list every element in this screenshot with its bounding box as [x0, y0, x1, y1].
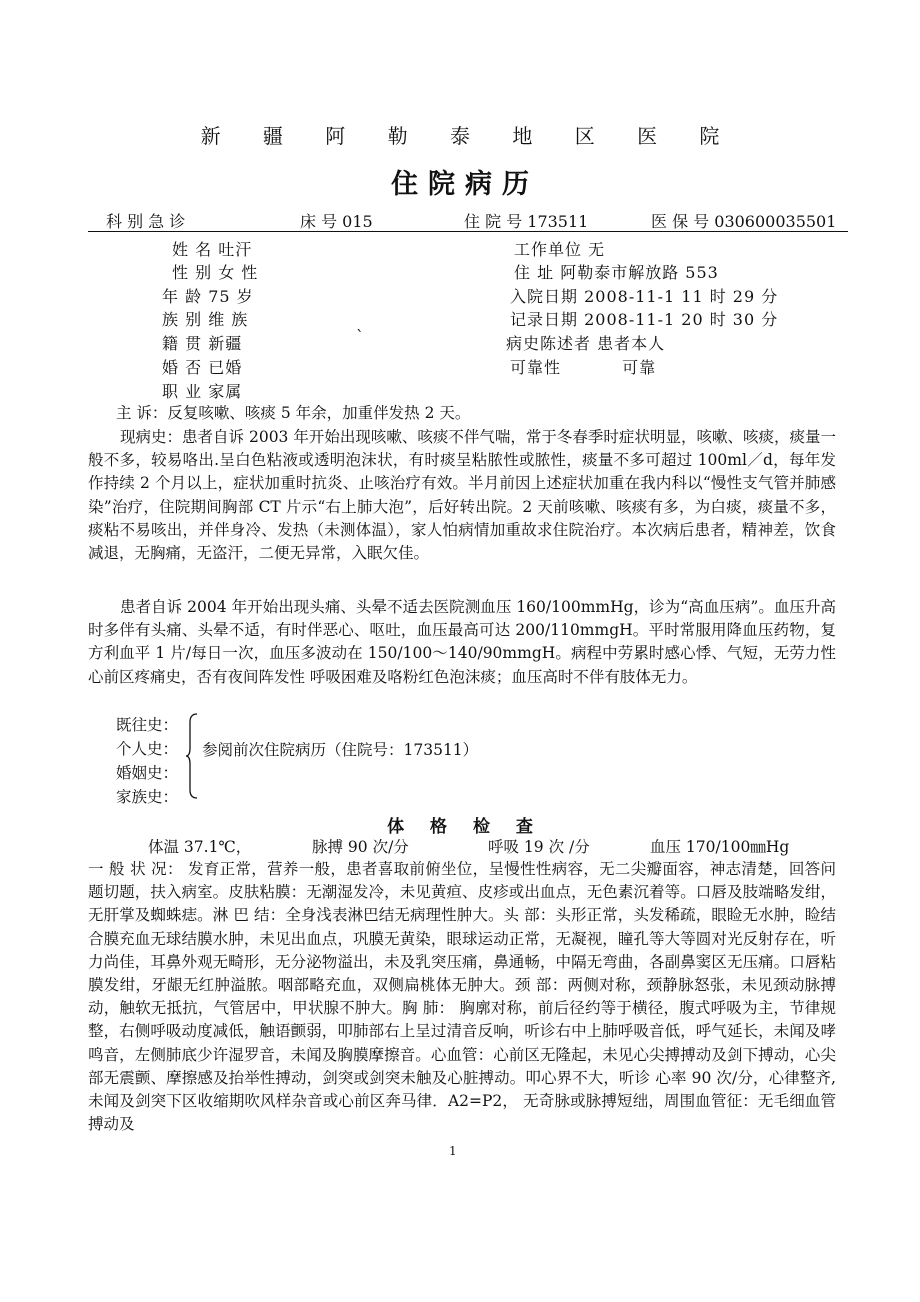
family-history-label: 家族史： [116, 788, 179, 806]
physical-exam-text: 一 般 状 况： 发育正常，营养一般，患者喜取前俯坐位，呈慢性性病容，无二尖瓣面容，神志清楚，回答问题切题，扶入病室。皮肤粘膜：无潮湿发冷，未见黄疸、皮疹或出血点，无色素沉着等。口唇及肢端略发绀，无肝掌及蜘蛛痣。淋 巴 结：全身浅表淋巴结无病理性肿大。头 部：头形正常，头发稀疏，眼睑无水肿，睑结合膜充血无球结膜水肿，未见出血点，巩膜无黄染，眼球运动正常，无凝视，瞳孔等大等圆对光反射存在，听力尚佳，耳鼻外观无畸形，无分泌物溢出，未及乳突压痛，鼻通畅，中隔无弯曲，各副鼻窦区无压痛。口唇粘膜发绀，牙龈无红肿溢脓。咽部略充血，双侧扁桃体无肿大。颈 部：两侧对称，颈静脉怒张，未见颈动脉搏动，触软无抵抗，气管居中，甲状腺不肿大。胸 肺： 胸廓对称，前后径约等于横径，腹式呼吸为主，节律规整，右侧呼吸动度减低，触语颤弱，叩肺部右上呈过清音反响，听诊右中上肺呼吸音低，呼气延长，未闻及哮鸣音，左侧肺底少许湿罗音，未闻及胸膜摩擦音。心血管：心前区无隆起，未见心尖搏搏动及剑下搏动，心尖部无震颤、摩擦感及抬举性搏动，剑突或剑突未触及心脏搏动。叩心界不大，听诊 心率 90 次/分，心律整齐,未闻及剑突下区收缩期吹风样杂音或心前区奔马律．A2=P2， 无奇脉或脉搏短绌，周围血管征：无毛细血管搏动及 [88, 860, 836, 1134]
personal-history-label: 个人史： [116, 740, 179, 758]
patient-occupation: 家属 [208, 382, 243, 401]
vital-temperature: 体温 37.1℃， [148, 838, 252, 856]
vital-blood-pressure: 血压 170/100㎜Hg [650, 838, 790, 856]
department-field: 科 别 急 诊 [106, 212, 186, 231]
reliability-value: 可靠 [622, 358, 657, 377]
sex-label: 性 别 [172, 263, 213, 282]
patient-occupation-row [162, 379, 242, 402]
vital-respiration: 呼吸 19 次 /分 [488, 838, 590, 856]
ethnicity-label: 族 别 [162, 310, 203, 329]
patient-sex-row [172, 260, 258, 283]
patient-native-row [162, 331, 242, 354]
patient-native: 新疆 [208, 334, 243, 353]
curly-brace-icon [185, 712, 199, 800]
history-reference: 参阅前次住院病历（住院号：173511） [202, 741, 479, 759]
address-value: 阿勒泰市解放路 553 [560, 263, 719, 282]
record-date-row [510, 307, 778, 330]
vital-pulse: 脉搏 90 次/分 [312, 838, 409, 856]
patient-sex: 女 性 [218, 263, 259, 282]
record-header-row [88, 207, 848, 232]
employer-row [514, 237, 605, 260]
page-number: 1 [449, 1144, 457, 1158]
age-label: 年 龄 [162, 287, 203, 306]
past-history-label: 既往史： [116, 716, 179, 734]
document-title: 住院病历 [391, 169, 539, 200]
patient-ethnicity: 维 族 [208, 310, 249, 329]
patient-age-row [162, 284, 254, 307]
chief-complaint: 主 诉：反复咳嗽、咳痰 5 年余，加重伴发热 2 天。 [116, 404, 471, 422]
marital-history-label: 婚姻史： [116, 764, 179, 782]
reliability-row [510, 355, 656, 378]
present-illness-text-2: 患者自诉 2004 年开始出现头痛、头晕不适去医院测血压 160/100mmHg，诊为“高血压病”。血压升高时多伴有头痛、头晕不适，有时伴恶心、呕吐，血压最高可达 200/110mmgH。平时常服用降血压药物，复方利血平 1 片/每日一次，血压多波动在 150/100～140/90mmgH。病程中劳累时感心悸、气短，无劳力性心前区疼痛史，否有夜间阵发性 呼吸困难及咯粉红色泡沫痰；血压高时不伴有肢体无力。 [88, 598, 836, 686]
employer-value: 无 [588, 240, 606, 259]
narrator-value: 患者本人 [597, 334, 666, 353]
patient-name-row [172, 237, 252, 260]
marital-label: 婚 否 [162, 358, 203, 377]
employer-label: 工作单位 [514, 240, 583, 259]
present-illness-paragraph-1 [88, 426, 836, 565]
patient-marital: 已婚 [208, 358, 243, 377]
present-illness-text-1: 现病史：患者自诉 2003 年开始出现咳嗽、咳痰不伴气喘，常于冬春季时症状明显，咳嗽、咳痰，痰量一般不多，较易咯出.呈白色粘液或透明泡沫状，有时痰呈粘脓性或脓性，痰量不多可超过 100ml／d，每年发作持续 2 个月以上，症状加重时抗炎、止咳治疗有效。半月前因上述症状加重在我内科以“慢性支气管并肺感染”治疗，住院期间胸部 CT 片示“右上肺大泡”，后好转出院。2 天前咳嗽、咳痰有多，为白痰，痰量不多，痰粘不易咳出，并伴身冷、发热（未测体温），家人怕病情加重故求住院治疗。本次病后患者，精神差，饮食减退，无胸痛，无盗汗，二便无异常，入眠欠佳。 [88, 428, 836, 563]
admit-date-label: 入院日期 [510, 287, 579, 306]
patient-age: 75 岁 [208, 287, 254, 306]
admit-date-row [510, 284, 778, 307]
reliability-label: 可靠性 [510, 358, 562, 377]
narrator-row [506, 331, 665, 354]
patient-name: 吐汗 [218, 240, 253, 259]
admission-number-field: 住 院 号 173511 [464, 212, 589, 231]
patient-ethnicity-row [162, 307, 248, 330]
address-row [514, 260, 719, 283]
occupation-label: 职 业 [162, 382, 203, 401]
hospital-name: 新 疆 阿 勒 泰 地 区 医 院 [200, 124, 738, 148]
native-label: 籍 贯 [162, 334, 203, 353]
patient-marital-row [162, 355, 242, 378]
name-label: 姓 名 [172, 240, 213, 259]
record-date-label: 记录日期 [510, 310, 579, 329]
stray-mark: ` [356, 327, 365, 346]
narrator-label: 病史陈述者 [506, 334, 592, 353]
exam-section-title: 体 格 检 查 [387, 817, 543, 837]
bed-number-field: 床 号 015 [300, 212, 373, 231]
address-label: 住 址 [514, 263, 555, 282]
insurance-number-field: 医 保 号 030600035501 [651, 212, 837, 231]
record-date-value: 2008-11-1 20 时 30 分 [584, 310, 779, 329]
present-illness-paragraph-2 [88, 596, 836, 689]
admit-date-value: 2008-11-1 11 时 29 分 [584, 287, 779, 306]
